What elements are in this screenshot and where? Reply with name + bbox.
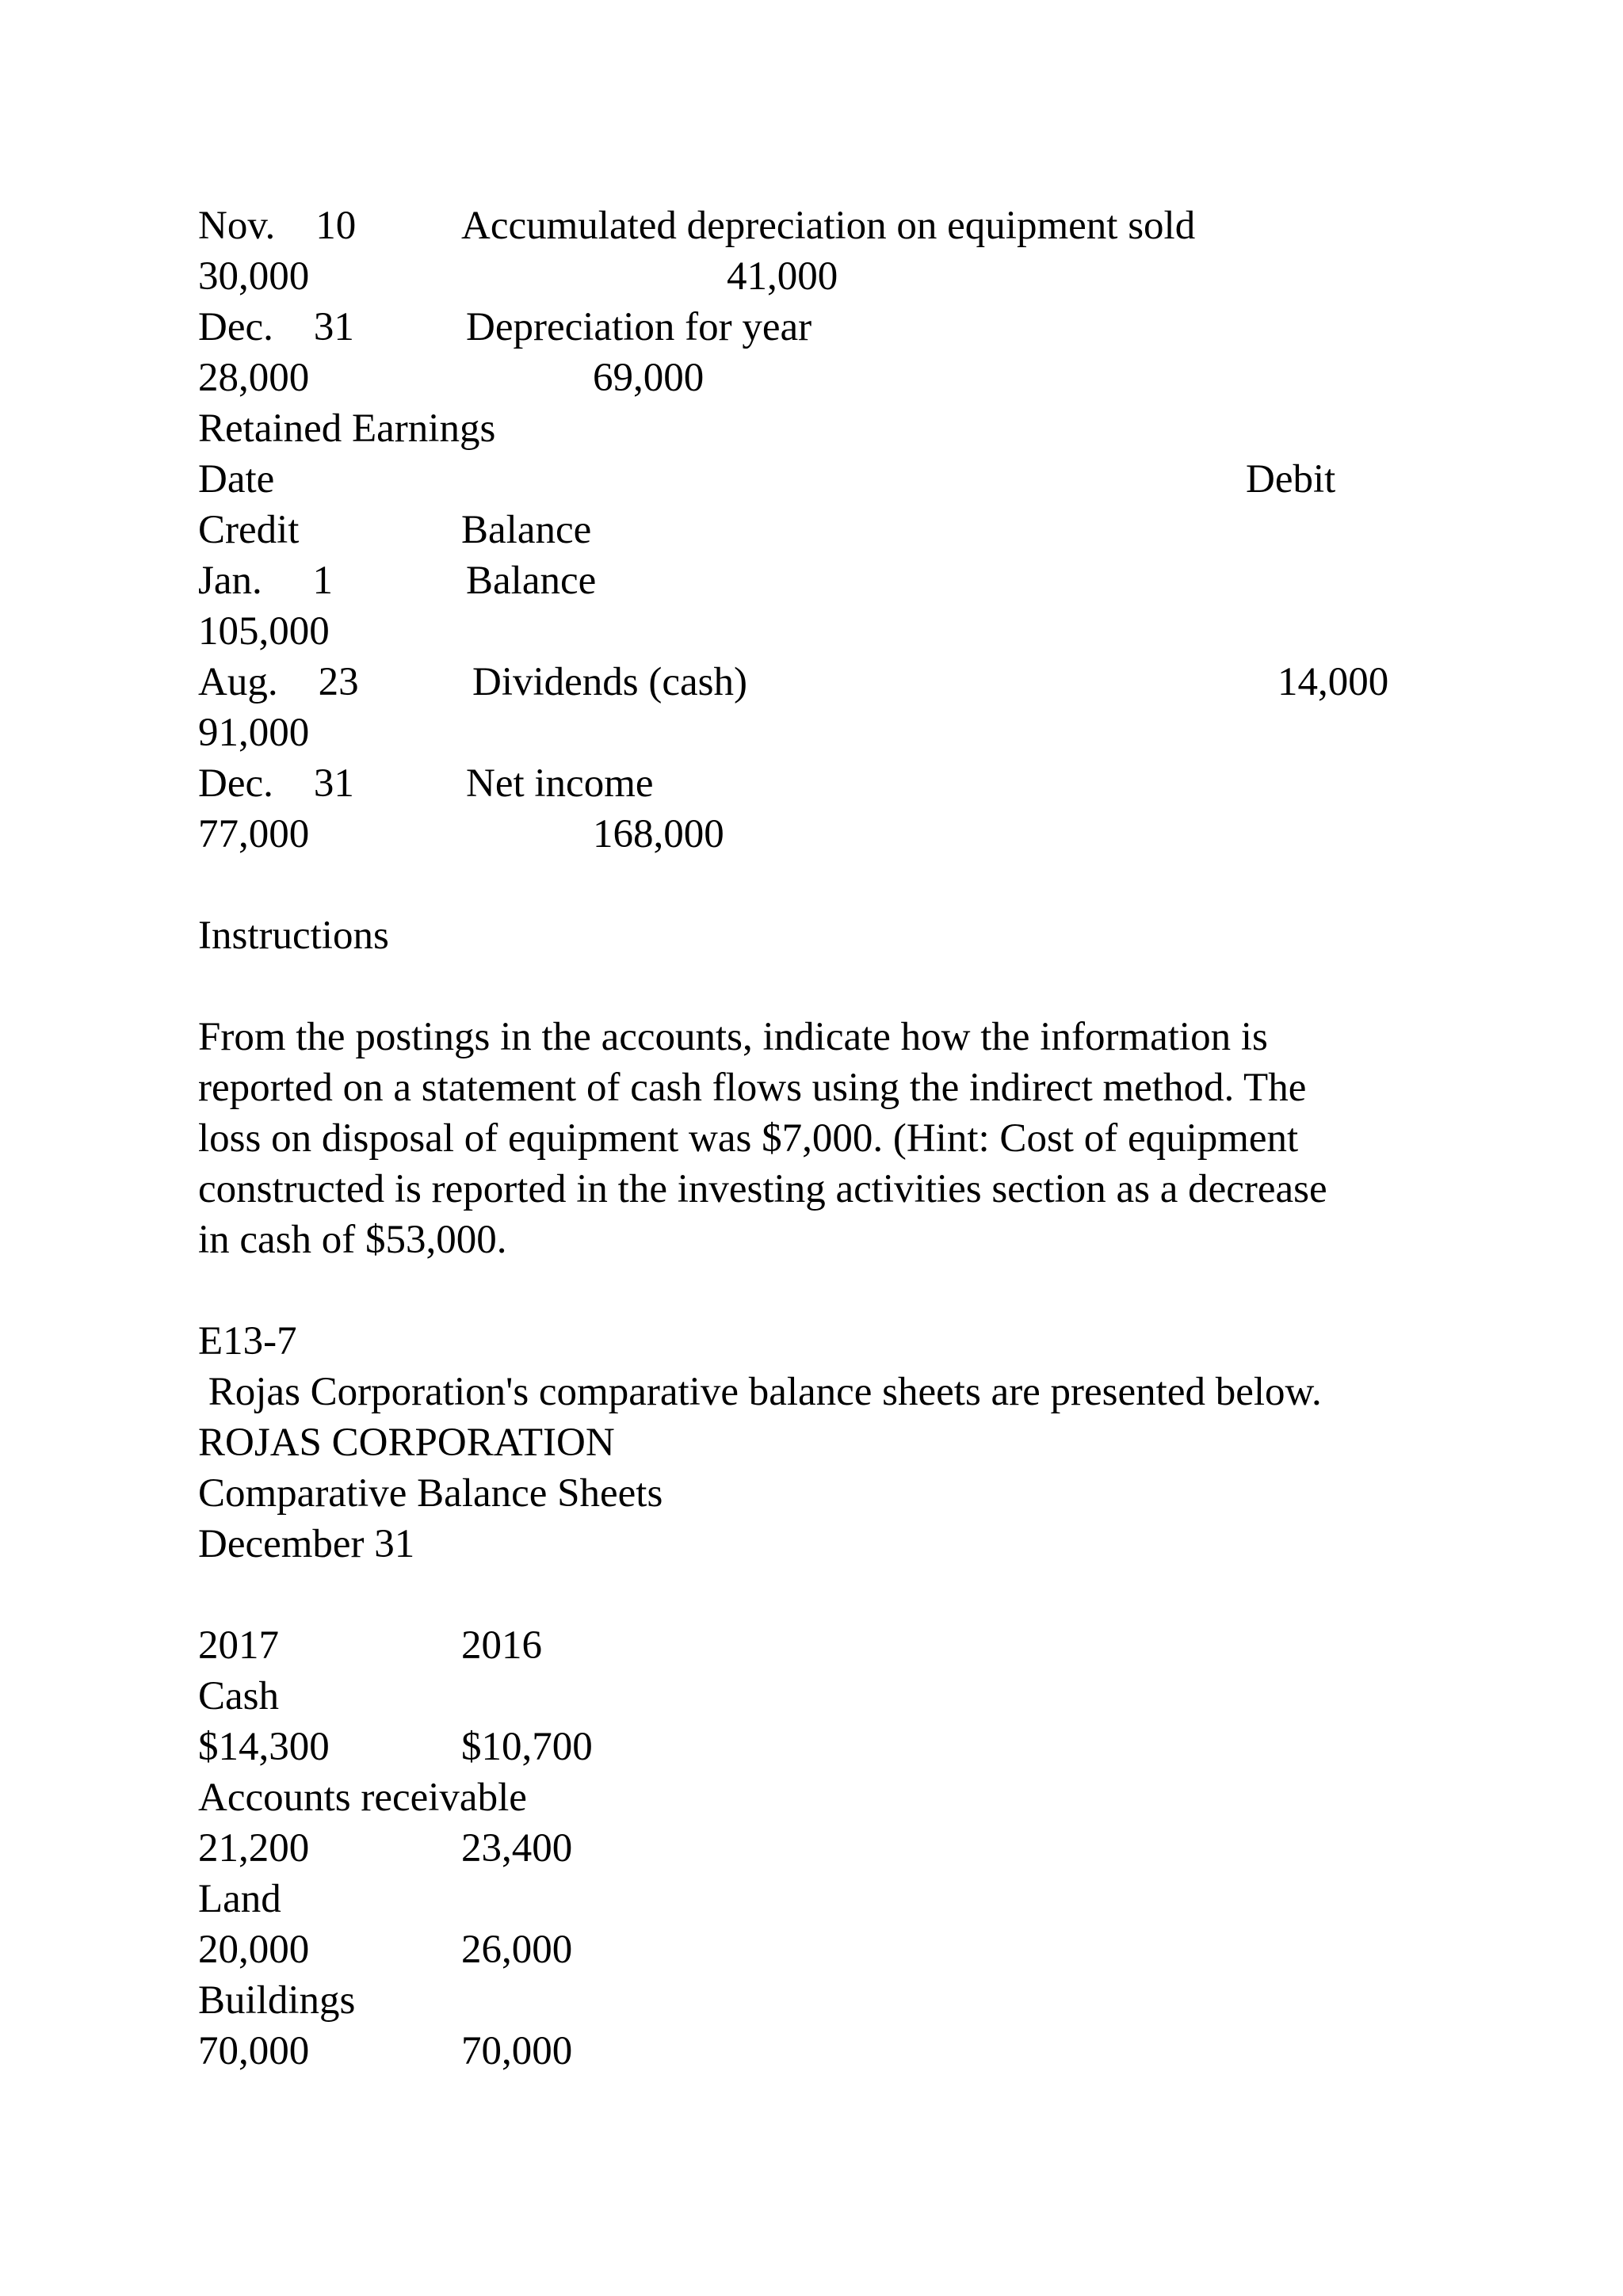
line-item-2016: $10,700 [461,1725,593,1769]
entry-date: Nov. 10 [198,204,357,248]
instructions-line: From the postings in the accounts, indicate how the information is [198,1015,1268,1059]
entry-balance: 168,000 [593,812,724,856]
column-header-debit: Debit [1246,457,1336,502]
line-item-2017: 70,000 [198,2029,310,2073]
line-item-2017: 21,200 [198,1826,310,1871]
entry-balance: 69,000 [593,356,705,400]
entry-balance: 105,000 [198,609,330,654]
entry-date: Jan. 1 [198,559,333,603]
entry-description: Accumulated depreciation on equipment sold [461,204,1196,248]
company-name: ROJAS CORPORATION [198,1421,615,1465]
line-item-label: Land [198,1877,281,1921]
entry-amount: 14,000 [1277,660,1389,704]
line-item-2016: 23,400 [461,1826,573,1871]
column-header-date: Date [198,457,275,502]
column-header-balance: Balance [461,508,592,552]
instructions-line: loss on disposal of equipment was $7,000. (Hint: Cost of equipment [198,1116,1299,1161]
entry-amount: 30,000 [198,254,310,299]
entry-description: Dividends (cash) [472,660,747,704]
entry-description: Depreciation for year [466,305,812,349]
line-item-2017: 20,000 [198,1928,310,1972]
entry-amount: 28,000 [198,356,310,400]
entry-balance: 91,000 [198,711,310,755]
instructions-heading: Instructions [198,913,389,958]
entry-date: Dec. 31 [198,305,354,349]
account-title: Retained Earnings [198,406,496,451]
line-item-2016: 70,000 [461,2029,573,2073]
exercise-id: E13-7 [198,1319,297,1363]
entry-date: Aug. 23 [198,660,359,704]
instructions-line: reported on a statement of cash flows using the indirect method. The [198,1066,1307,1110]
instructions-line: in cash of $53,000. [198,1218,507,1262]
statement-date: December 31 [198,1522,415,1566]
instructions-line: constructed is reported in the investing activities section as a decrease [198,1167,1327,1211]
entry-amount: 77,000 [198,812,310,856]
line-item-2016: 26,000 [461,1928,573,1972]
year-header-2017: 2017 [198,1623,279,1668]
line-item-label: Buildings [198,1978,356,2023]
year-header-2016: 2016 [461,1623,542,1668]
statement-title: Comparative Balance Sheets [198,1471,663,1516]
line-item-label: Accounts receivable [198,1775,527,1820]
line-item-2017: $14,300 [198,1725,330,1769]
column-header-credit: Credit [198,508,300,552]
exercise-intro: Rojas Corporation's comparative balance sheets are presented below. [198,1370,1322,1414]
line-item-label: Cash [198,1674,279,1718]
entry-description: Net income [466,761,654,806]
entry-date: Dec. 31 [198,761,354,806]
entry-balance: 41,000 [727,254,838,299]
entry-description: Balance [466,559,597,603]
